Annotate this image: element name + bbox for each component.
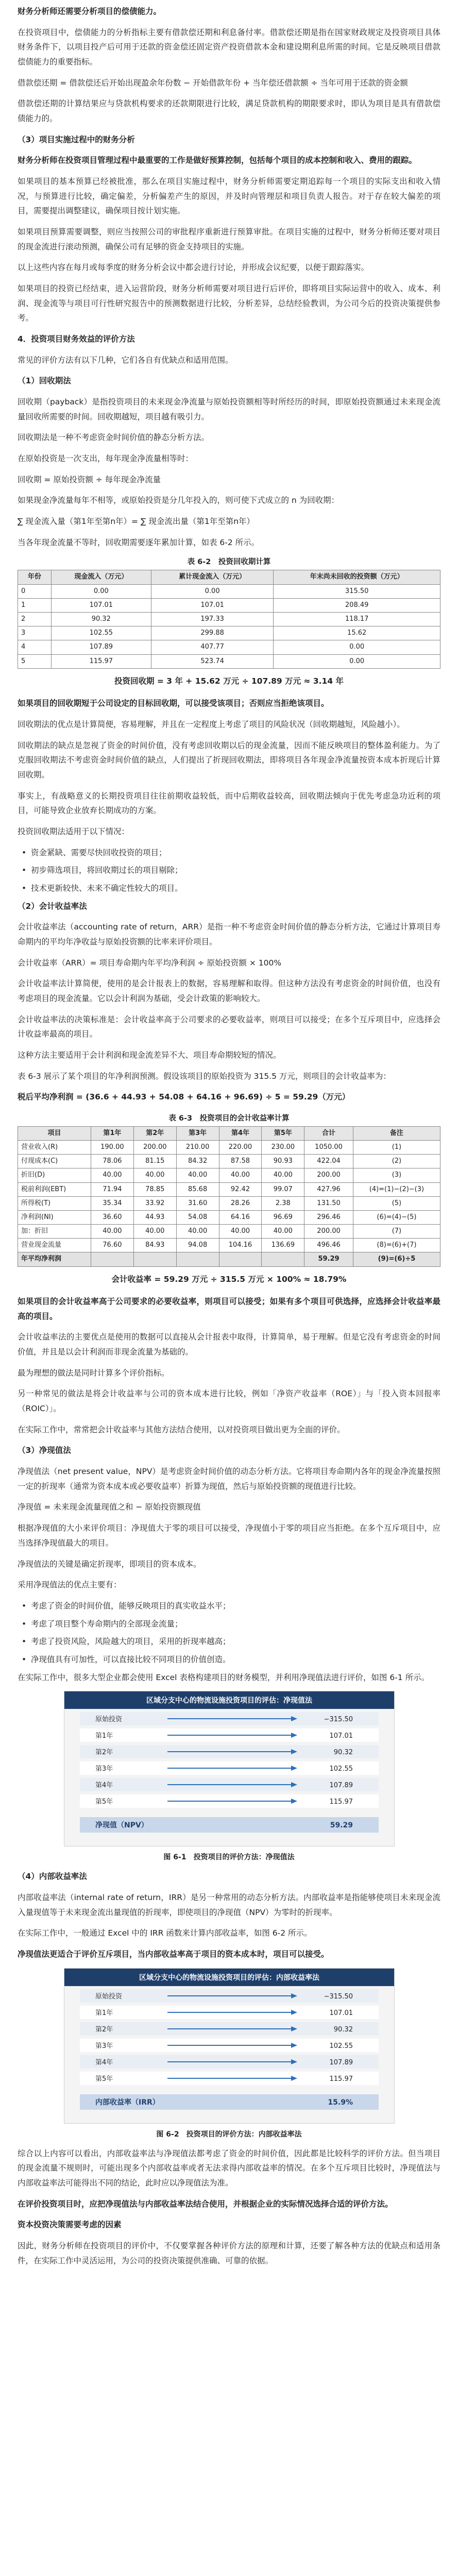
- table-cell: 1: [18, 598, 52, 612]
- section-npv-excel: [18, 1670, 440, 1685]
- column-header: 年份: [18, 570, 52, 584]
- table-cell: 15.62: [274, 626, 440, 640]
- list-item: • 净现值具有可加性，可以直接比较不同项目的价值创造。: [18, 1652, 440, 1667]
- figure-row-label: 第1年: [95, 2009, 113, 2017]
- table-header-row: [18, 1126, 440, 1140]
- table-row: [18, 626, 440, 640]
- paragraph: 以上这些内容在每月或每季度的财务分析会议中都会进行讨论，并形成会议纪要，以便于跟踪落实。: [18, 263, 369, 273]
- table-cell: [176, 1252, 219, 1266]
- figure-row-value: −315.50: [324, 1992, 353, 2001]
- paragraph: 财务分析师还需要分析项目的偿债能力。: [18, 7, 162, 16]
- paragraph: 这种方法主要适用于会计利润和现金流差异不大、项目寿命期较短的情况。: [18, 1050, 281, 1060]
- paragraph: （3）项目实施过程中的财务分析: [18, 134, 135, 144]
- paragraph: 如果项目的投资已经结束，进入运营阶段，财务分析师需要对项目进行后评价，即将项目实际运营中的收入、成本、利润、现金流等与项目可行性研究报告中的预测数据进行比较，分析差异，总结经验教训，为公司今后的投资决策提供参考。: [18, 284, 440, 323]
- paragraph: 回收期法的缺点是忽视了资金的时间价值，没有考虑回收期以后的现金流量，因而不能反映项目的整体盈利能力。为了克服回收期法不考虑资金时间价值的缺点，人们提出了折现回收期法，即将项目各年现金净流量按资本成本折现后计算回收期。: [18, 740, 440, 779]
- table-cell: 40.00: [176, 1168, 219, 1182]
- table-cell: 427.96: [304, 1182, 353, 1196]
- figure-row-label: 第1年: [95, 1732, 113, 1740]
- column-header: 现金流入（万元）: [51, 570, 151, 584]
- paragraph: 如果现金净流量每年不相等，或原始投资是分几年投入的，则可使下式成立的 n 为回收期：: [18, 496, 340, 505]
- figure-row-value: 90.32: [333, 2025, 353, 2033]
- figure-row-label: 原始投资: [95, 1992, 122, 2001]
- column-header: 累计现金流入（万元）: [151, 570, 273, 584]
- paragraph: 采用净现值法的优点主要有：: [18, 1580, 122, 1590]
- table-cell: 营业现金流量: [18, 1239, 91, 1252]
- paragraph: 在评价投资项目时，应把净现值法与内部收益率法结合使用，并根据企业的实际情况选择合适的评价方法。: [18, 2199, 393, 2209]
- paragraph: 在实际工作中，常常把会计收益率与其他方法结合使用，以对投资项目做出更为全面的评价。: [18, 1425, 345, 1434]
- table-cell: 94.08: [176, 1239, 219, 1252]
- figure-title: 区域分支中心的物流设施投资项目的评估：内部收益率法: [139, 1973, 319, 1982]
- table-cell: (4)=(1)−(2)−(3): [353, 1182, 440, 1196]
- paragraph: 综合以上内容可以看出，内部收益率法与净现值法都考虑了资金的时间价值，因此都是比较科学的评价方法。但当项目的现金流量不规则时，可能出现多个内部收益率或者无法求得内部收益率的情况。在多个互斥项目比较时，净现值法与内部收益率法可能得出不同的结论，此时应以净现值法为准。: [18, 2148, 440, 2188]
- table-cell: 102.55: [51, 626, 151, 640]
- table-cell: 422.04: [304, 1155, 353, 1168]
- table-row: [18, 1239, 440, 1252]
- table-cell: 84.32: [176, 1155, 219, 1168]
- column-header: 第3年: [176, 1126, 219, 1140]
- list-item: • 资金紧缺、需要尽快回收投资的项目；: [18, 845, 440, 860]
- arr-formula: 会计收益率 = 59.29 万元 ÷ 315.5 万元 × 100% ≈ 18.79%: [111, 1274, 347, 1284]
- table-6-2: [18, 570, 440, 668]
- table-cell: (2): [353, 1155, 440, 1168]
- paragraph: 另一种常见的做法是将会计收益率与公司的资本成本进行比较，例如「净资产收益率（ROE）」与「投入资本回报率（ROIC）」。: [18, 1389, 440, 1414]
- table-cell: (8)=(6)+(7): [353, 1239, 440, 1252]
- table-cell: 78.06: [91, 1155, 133, 1168]
- paragraph: 根据净现值的大小来评价项目：净现值大于零的项目可以接受，净现值小于零的项目应当拒绝。在多个互斥项目中，应当选择净现值最大的项目。: [18, 1523, 440, 1548]
- table-cell: (1): [353, 1140, 440, 1154]
- table-cell: (6)=(4)−(5): [353, 1210, 440, 1224]
- paragraph: 因此，财务分析师在投资项目的评价中，不仅要掌握各种评价方法的原理和计算，还要了解各种方法的优缺点和适用条件，在实际工作中灵活运用，为公司的投资决策提供准确、可靠的依据。: [18, 2241, 440, 2265]
- npv-advantage-list: [18, 1599, 440, 1667]
- list-item: • 考虑了资金的时间价值，能够反映项目的真实收益水平；: [18, 1599, 440, 1614]
- figure-title: 区域分支中心的物流设施投资项目的评估：净现值法: [146, 1697, 312, 1705]
- paragraph: 如果项目预算需要调整，则应当按照公司的审批程序重新进行预算审批。在项目实施的过程中，财务分析师还要对项目的现金流进行滚动预测，确保公司有足够的资金支持项目的实施。: [18, 227, 440, 251]
- table-cell: (7): [353, 1225, 440, 1239]
- table-cell: 2: [18, 613, 52, 626]
- table-cell: 0.00: [274, 654, 440, 668]
- table-cell: 付现成本(C): [18, 1155, 91, 1168]
- table-row: [18, 1252, 440, 1266]
- figure-row-value: 102.55: [329, 1765, 353, 1773]
- column-header: 项目: [18, 1126, 91, 1140]
- figure-row-label: 第5年: [95, 1798, 113, 1806]
- table-cell: 71.94: [91, 1182, 133, 1196]
- paragraph: 投资回收期法适用于以下情况：: [18, 826, 130, 836]
- table-cell: 2.38: [262, 1196, 304, 1210]
- table-cell: 296.46: [304, 1210, 353, 1224]
- table-cell: 4: [18, 640, 52, 654]
- table-cell: 0: [18, 584, 52, 598]
- figure-6-1-caption: 图 6-1 投资项目的评价方法：净现值法: [163, 1853, 295, 1862]
- paragraph: 净现值法的关键是确定折现率，即项目的资本成本。: [18, 1559, 201, 1569]
- paragraph: （4）内部收益率法: [18, 1872, 87, 1882]
- paragraph: 在实际工作中，很多大型企业都会使用 Excel 表格构建项目的财务模型，并利用净现值法进行评价，如图 6-1 所示。: [18, 1672, 430, 1682]
- table-cell: 5: [18, 654, 52, 668]
- section-intro: [18, 4, 440, 550]
- table-cell: 99.07: [262, 1182, 304, 1196]
- figure-total-label: 净现值（NPV）: [95, 1821, 148, 1830]
- paragraph: 回收期法的优点是计算简便，容易理解，并且在一定程度上考虑了项目的风险状况（回收期越短，风险越小）。: [18, 719, 405, 729]
- paragraph: 内部收益率法（internal rate of return，IRR）是另一种常用的动态分析方法。内部收益率是指能够使项目未来现金流入量现值等于未来现金流出量现值的折现率，即使项目的净现值（NPV）为零时的折现率。: [18, 1892, 440, 1917]
- table-cell: [219, 1252, 262, 1266]
- paragraph: （3）净现值法: [18, 1446, 71, 1455]
- paragraph: 借款偿还期 = 借款偿还后开始出现盈余年份数 − 开始借款年份 + 当年偿还借款额 ÷ 当年可用于还款的资金额: [18, 78, 408, 88]
- table-cell: 96.69: [262, 1210, 304, 1224]
- table-row: [18, 640, 440, 654]
- table-cell: 197.33: [151, 613, 273, 626]
- paragraph: 如果项目的会计收益率高于公司要求的必要收益率，则项目可以接受；如果有多个项目可供选择，应选择会计收益率最高的项目。: [18, 1297, 440, 1321]
- table-cell: 0.00: [274, 640, 440, 654]
- paragraph: 如果项目的回收期短于公司设定的目标回收期，可以接受该项目；否则应当拒绝该项目。: [18, 699, 329, 708]
- table-cell: 200.00: [304, 1168, 353, 1182]
- paragraph: 会计收益率法计算简便，使用的是会计报表上的数据，容易理解和取得。但这种方法没有考虑资金的时间价值，也没有考虑项目的现金流量。它以会计利润为基础，受会计政策的影响较大。: [18, 979, 440, 1003]
- paragraph: 回收期（payback）是指投资项目的未来现金净流量与原始投资额相等时所经历的时间，即原始投资额通过未来现金流量回收所需要的时间。回收期越短，项目越有吸引力。: [18, 397, 440, 421]
- figure-row-label: 第4年: [95, 2058, 113, 2066]
- figure-row-label: 第2年: [95, 2025, 113, 2033]
- table-cell: 107.01: [51, 598, 151, 612]
- table-cell: (3): [353, 1168, 440, 1182]
- paragraph: 会计收益率法（accounting rate of return，ARR）是指一种不考虑资金时间价值的静态分析方法，它通过计算项目寿命期内的平均年净收益与原始投资额的比率来评价项目。: [18, 922, 440, 946]
- figure-row-label: 第3年: [95, 2042, 113, 2050]
- paragraph: 4．投资项目财务效益的评价方法: [18, 334, 135, 344]
- list-item: • 初步筛选项目，将回收期过长的项目剔除；: [18, 863, 440, 878]
- paragraph: 常见的评价方法有以下几种，它们各自有优缺点和适用范围。: [18, 355, 233, 365]
- paragraph: （1）回收期法: [18, 376, 71, 386]
- table-cell: 0.00: [51, 584, 151, 598]
- table-6-2-caption: 表 6-2 投资回收期计算: [187, 558, 271, 567]
- table-row: [18, 613, 440, 626]
- table-cell: 496.46: [304, 1239, 353, 1252]
- table-cell: 90.93: [262, 1155, 304, 1168]
- table-cell: 407.77: [151, 640, 273, 654]
- figure-total-value: 15.9%: [327, 2098, 353, 2107]
- figure-row-value: −315.50: [324, 1716, 353, 1724]
- table-cell: 营业收入(R): [18, 1140, 91, 1154]
- figure-row-label: 第3年: [95, 1765, 113, 1773]
- section-arr: [18, 899, 440, 1063]
- table-6-3: [18, 1126, 440, 1267]
- paragraph: 事实上，有战略意义的长期投资项目往往前期收益较低，而中后期收益较高，回收期法倾向于优先考虑急功近利的项目，可能导致企业放弃长期成功的方案。: [18, 791, 440, 816]
- paragraph: 在原始投资是一次支出，每年现金净流量相等时：: [18, 454, 194, 464]
- table-cell: 190.00: [91, 1140, 133, 1154]
- table-cell: 64.16: [219, 1210, 262, 1224]
- figure-total-label: 内部收益率（IRR）: [95, 2098, 160, 2107]
- table-cell: 折旧(D): [18, 1168, 91, 1182]
- table-cell: 1050.00: [304, 1140, 353, 1154]
- npv-figure-image: [64, 1691, 395, 1846]
- column-header: 第1年: [91, 1126, 133, 1140]
- table-row: [18, 654, 440, 668]
- table-cell: 76.60: [91, 1239, 133, 1252]
- table-cell: 3: [18, 626, 52, 640]
- figure-row-label: 第4年: [95, 1782, 113, 1790]
- average-net-profit-formula: 税后平均净利润 = (36.6 + 44.93 + 54.08 + 64.16 + 96.69) ÷ 5 = 59.29（万元）: [18, 1092, 350, 1102]
- table-row: [18, 1155, 440, 1168]
- table-cell: 84.93: [133, 1239, 176, 1252]
- table-cell: 104.16: [219, 1239, 262, 1252]
- table-cell: 107.89: [51, 640, 151, 654]
- figure-6-2: [18, 1968, 440, 2124]
- table-row: [18, 1140, 440, 1154]
- table-header-row: [18, 570, 440, 584]
- table-cell: 44.93: [133, 1210, 176, 1224]
- figure-row-label: 第5年: [95, 2075, 113, 2083]
- table-row: [18, 1168, 440, 1182]
- paragraph: 借款偿还期的计算结果应与贷款机构要求的还款期限进行比较，满足贷款机构的期限要求时，即认为项目是具有借款偿债能力的。: [18, 99, 440, 124]
- figure-row-label: 第2年: [95, 1749, 113, 1757]
- column-header: 第4年: [219, 1126, 262, 1140]
- paragraph: 资本投资决策需要考虑的因素: [18, 2220, 122, 2230]
- table-cell: 40.00: [176, 1225, 219, 1239]
- table-cell: 299.88: [151, 626, 273, 640]
- paragraph: ∑ 现金流入量（第1年至第n年）= ∑ 现金流出量（第1年至第n年）: [18, 517, 255, 527]
- table-row: [18, 584, 440, 598]
- column-header: 合计: [304, 1126, 353, 1140]
- paragraph: 会计收益率（ARR）= 项目寿命期内年平均净利润 ÷ 原始投资额 × 100%: [18, 958, 282, 968]
- paragraph: 财务分析师在投资项目管理过程中最重要的工作是做好预算控制，包括每个项目的成本控制和收入、费用的跟踪。: [18, 156, 417, 165]
- table-cell: 40.00: [262, 1168, 304, 1182]
- table-cell: (9)=(6)÷5: [353, 1252, 440, 1266]
- table-cell: 40.00: [91, 1225, 133, 1239]
- table-cell: 131.50: [304, 1196, 353, 1210]
- table-cell: 所得税(T): [18, 1196, 91, 1210]
- table-cell: 200.00: [304, 1225, 353, 1239]
- table-cell: 118.17: [274, 613, 440, 626]
- table-cell: 78.85: [133, 1182, 176, 1196]
- table-cell: 523.74: [151, 654, 273, 668]
- table-cell: 净利润(NI): [18, 1210, 91, 1224]
- table-cell: 36.60: [91, 1210, 133, 1224]
- payback-use-list: [18, 845, 440, 896]
- paragraph: 最为理想的做法是同时计算多个评价指标。: [18, 1368, 169, 1378]
- table-cell: 107.01: [151, 598, 273, 612]
- table-cell: 115.97: [51, 654, 151, 668]
- paragraph: 会计收益率法的主要优点是使用的数据可以直接从会计报表中取得，计算简单，易于理解。但是它没有考虑资金的时间价值，并且是以会计利润而非现金流量为基础的。: [18, 1332, 440, 1357]
- table-cell: 315.50: [274, 584, 440, 598]
- payback-formula: 投资回收期 = 3 年 + 15.62 万元 ÷ 107.89 万元 ≈ 3.14 年: [114, 676, 344, 686]
- table-cell: 92.42: [219, 1182, 262, 1196]
- column-header: 第2年: [133, 1126, 176, 1140]
- figure-row-value: 115.97: [329, 1798, 353, 1806]
- table-cell: 136.69: [262, 1239, 304, 1252]
- table-cell: 40.00: [133, 1225, 176, 1239]
- figure-total-value: 59.29: [330, 1821, 353, 1830]
- figure-row-value: 102.55: [329, 2042, 353, 2050]
- table-cell: 59.29: [304, 1252, 353, 1266]
- column-header: 备注: [353, 1126, 440, 1140]
- paragraph: 净现值 = 未来现金流量现值之和 − 原始投资额现值: [18, 1502, 201, 1512]
- table-cell: 208.49: [274, 598, 440, 612]
- paragraph: 会计收益率法的决策标准是：会计收益率高于公司要求的必要收益率，则项目可以接受；在多个互斥项目中，应选择会计收益率最高的项目。: [18, 1014, 440, 1039]
- paragraph: 如果项目的基本预算已经被批准，那么在项目实施过程中，财务分析师需要定期追踪每一个项目的实际支出和收入情况，与预算进行比较，确定偏差，分析偏差产生的原因，并及时向管理层和项目负责人报告。对于存在较大偏差的项目，需要提出调整建议，确保项目按计划实施。: [18, 177, 440, 216]
- table-cell: (5): [353, 1196, 440, 1210]
- paragraph: 在投资项目中，偿债能力的分析指标主要有借款偿还期和利息备付率。借款偿还期是指在国家财政规定及投资项目具体财务条件下，以项目投产后可用于还款的资金偿还固定资产投资借款本金和建设期利息所需的时间。它是反映项目借款偿债能力的重要指标。: [18, 27, 440, 67]
- table-cell: 90.32: [51, 613, 151, 626]
- table-cell: [262, 1252, 304, 1266]
- table-cell: 220.00: [219, 1140, 262, 1154]
- table-cell: 40.00: [219, 1225, 262, 1239]
- list-item: • 考虑了投资风险，风险越大的项目，采用的折现率越高；: [18, 1634, 440, 1649]
- figure-row-value: 107.89: [329, 1782, 353, 1790]
- figure-row-value: 107.01: [329, 1732, 353, 1740]
- table-cell: 230.00: [262, 1140, 304, 1154]
- section-npv: [18, 1294, 440, 1592]
- figure-row-value: 115.97: [329, 2075, 353, 2083]
- list-item: • 考虑了项目整个寿命期内的全部现金流量；: [18, 1617, 440, 1632]
- paragraph: 在实际工作中，一般通过 Excel 中的 IRR 函数来计算内部收益率，如图 6-2 所示。: [18, 1928, 312, 1938]
- irr-figure-image: [64, 1968, 395, 2124]
- section-conclusion: [18, 2146, 440, 2268]
- table-cell: 加：折旧: [18, 1225, 91, 1239]
- arr-intro: 表 6-3 展示了某个项目的年净利润预测。假设该项目的原始投资为 315.5 万元，则项目的会计收益率为：: [18, 1071, 391, 1081]
- table-cell: 0.00: [151, 584, 273, 598]
- table-cell: 87.58: [219, 1155, 262, 1168]
- figure-row-value: 107.89: [329, 2058, 353, 2066]
- table-cell: 40.00: [262, 1225, 304, 1239]
- table-cell: 35.34: [91, 1196, 133, 1210]
- table-cell: 40.00: [133, 1168, 176, 1182]
- column-header: 第5年: [262, 1126, 304, 1140]
- figure-row-value: 107.01: [329, 2009, 353, 2017]
- table-row: [18, 1196, 440, 1210]
- table-cell: 200.00: [133, 1140, 176, 1154]
- paragraph: 净现值法（net present value，NPV）是考虑资金时间价值的动态分析方法。它将项目寿命期内各年的现金净流量按照一定的折现率（通常为资本成本或必要收益率）折算为现值，然后与原始投资额的现值进行比较。: [18, 1467, 440, 1491]
- table-cell: 年平均净利润: [18, 1252, 91, 1266]
- table-cell: 210.00: [176, 1140, 219, 1154]
- column-header: 年末尚未回收的投资额（万元）: [274, 570, 440, 584]
- table-row: [18, 1225, 440, 1239]
- table-cell: 54.08: [176, 1210, 219, 1224]
- paragraph: 净现值法更适合于评价互斥项目，当内部收益率高于项目的资本成本时，项目可以接受。: [18, 1949, 329, 1959]
- figure-row-label: 原始投资: [95, 1716, 122, 1724]
- table-cell: 81.15: [133, 1155, 176, 1168]
- table-6-3-caption: 表 6-3 投资项目的会计收益率计算: [168, 1114, 290, 1123]
- table-cell: [133, 1252, 176, 1266]
- table-cell: 31.60: [176, 1196, 219, 1210]
- table-row: [18, 1210, 440, 1224]
- table-cell: [91, 1252, 133, 1266]
- list-item: • 技术更新较快、未来不确定性较大的项目。: [18, 881, 440, 896]
- paragraph: 当各年现金流量不等时，回收期需要逐年累加计算，如表 6-2 所示。: [18, 537, 260, 547]
- table-row: [18, 1182, 440, 1196]
- figure-6-2-caption: 图 6-2 投资项目的评价方法：内部收益率法: [156, 2130, 302, 2139]
- paragraph: 回收期法是一种不考虑资金时间价值的静态分析方法。: [18, 433, 210, 443]
- section-irr: [18, 1869, 440, 1961]
- paragraph: 回收期 = 原始投资额 ÷ 每年现金净流量: [18, 474, 161, 484]
- table-cell: 28.26: [219, 1196, 262, 1210]
- table-row: [18, 598, 440, 612]
- table-cell: 85.68: [176, 1182, 219, 1196]
- section-payback-discussion: [18, 696, 440, 839]
- table-cell: 40.00: [91, 1168, 133, 1182]
- table-cell: 40.00: [219, 1168, 262, 1182]
- table-cell: 33.92: [133, 1196, 176, 1210]
- paragraph: （2）会计收益率法: [18, 901, 87, 911]
- figure-row-value: 90.32: [333, 1749, 353, 1757]
- table-cell: 税前利润(EBT): [18, 1182, 91, 1196]
- figure-6-1: [18, 1691, 440, 1846]
